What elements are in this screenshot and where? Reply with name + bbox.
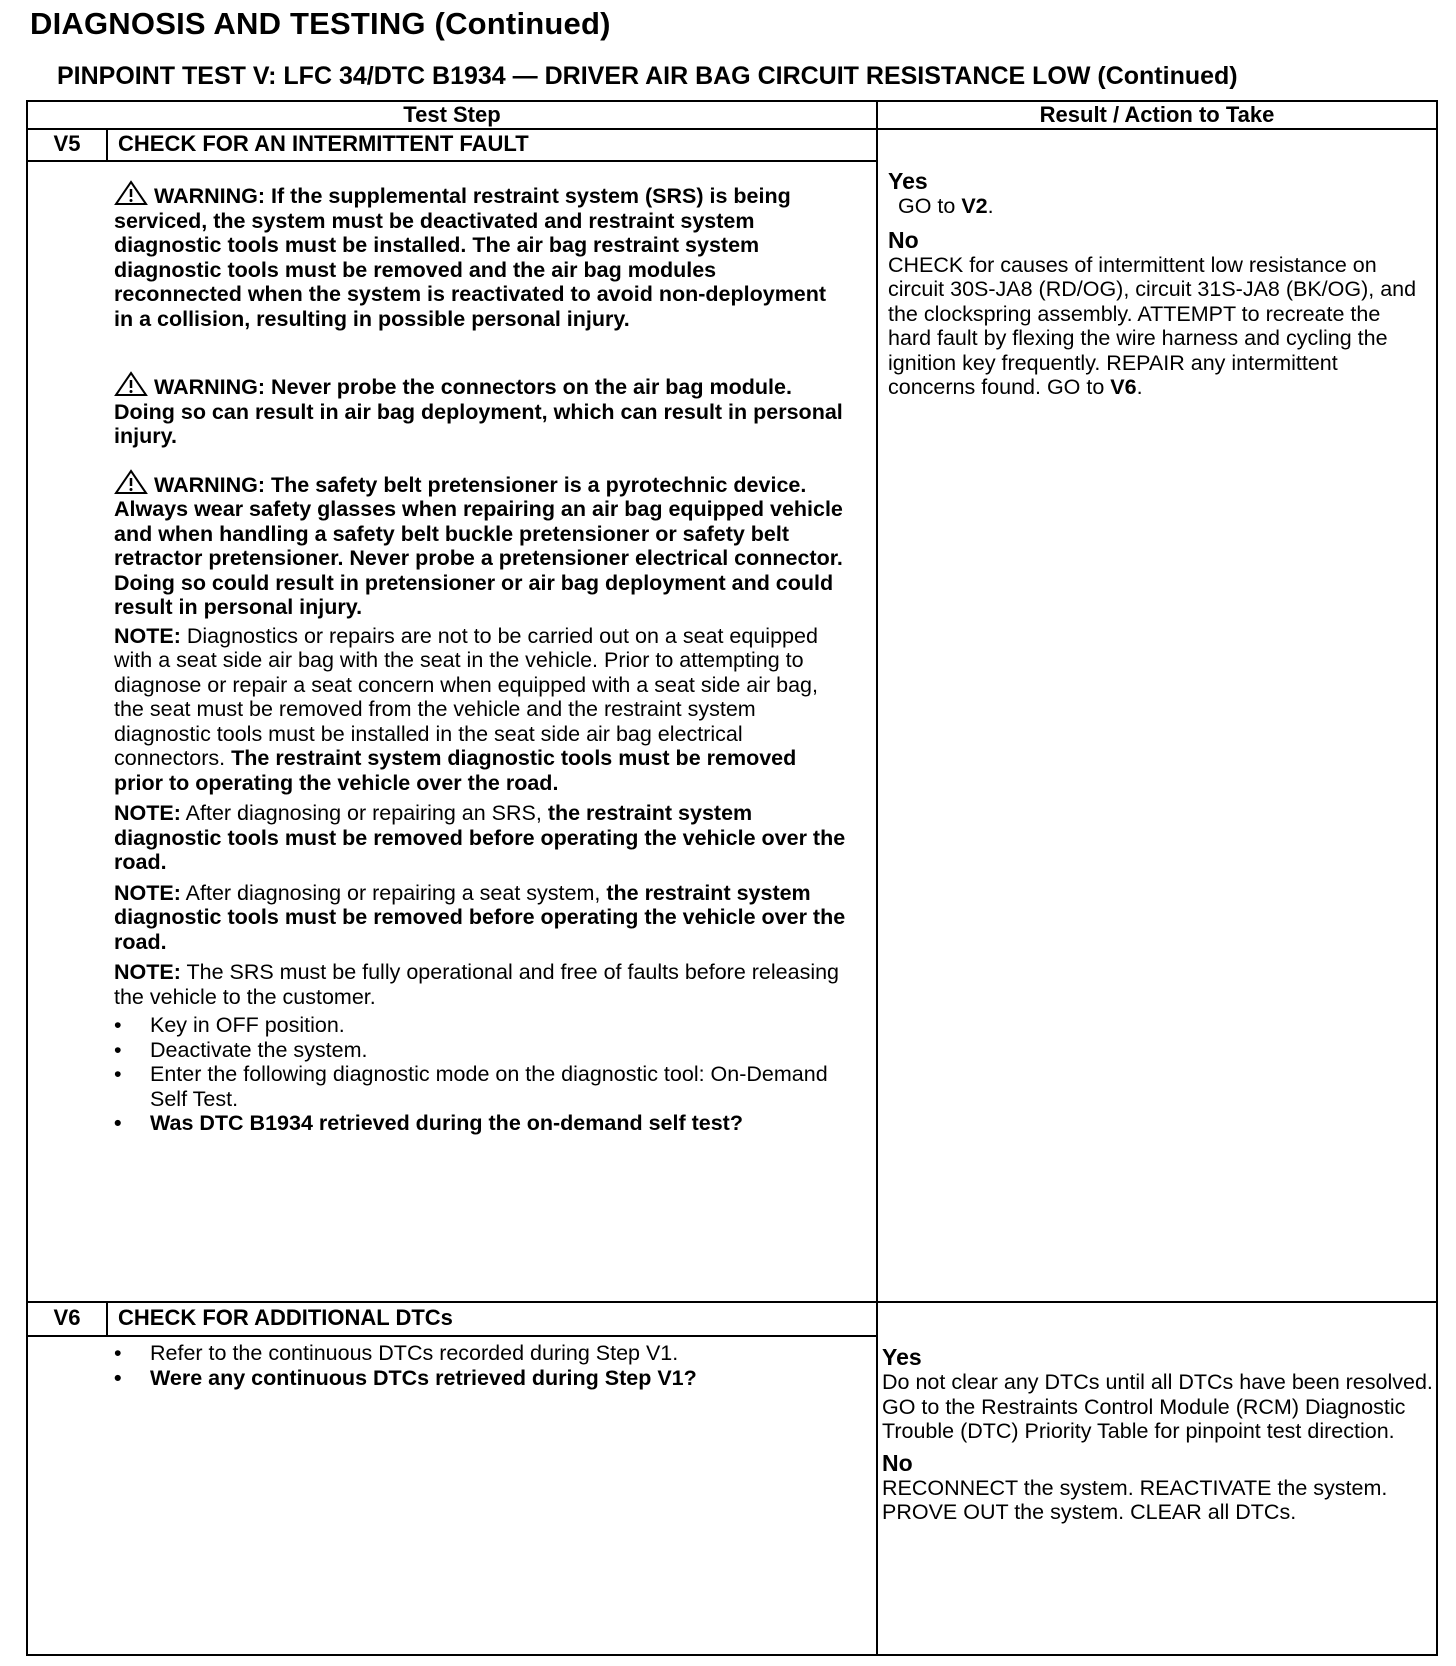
list-item: • Enter the following diagnostic mode on the diagnostic tool: On-Demand Self Test.	[114, 1062, 846, 1111]
note-1-label: NOTE:	[114, 623, 181, 648]
note-1-text: Diagnostics or repairs are not to be carried out on a seat equipped with a seat side air bag with the seat in the vehicle. Prior to attempting to diagnose or repair a seat concern when equipped with a seat side air bag, the seat must be removed from the vehicle and the restraint system diagnostic tools must be installed in the seat side air bag electrical connectors.	[114, 623, 818, 770]
note-4-text: The SRS must be fully operational and free of faults before releasing the vehicle to the customer.	[114, 960, 840, 1009]
note-1-bold: The restraint system diagnostic tools must be removed prior to operating the vehicle over the road.	[114, 746, 797, 795]
note-2-bold: the restraint system diagnostic tools must be removed before operating the vehicle over the road.	[114, 801, 846, 874]
v6-results	[882, 1344, 1434, 1525]
v6-body	[114, 1341, 854, 1390]
v5-no-action: CHECK for causes of intermittent low resistance on circuit 30S-JA8 (RD/OG), circuit 31S-JA8 (BK/OG), and the clockspring assembly. ATTEMPT to recreate the hard fault by flexing the wire harness and cycling the ignition key frequently. REPAIR any intermittent concerns found. GO to	[888, 252, 1417, 399]
v5-yes-action: GO to	[898, 194, 962, 218]
v5-yes-ref: V2	[961, 194, 988, 218]
note-2-text: After diagnosing or repairing an SRS,	[180, 801, 548, 825]
v6-bullet-list	[114, 1341, 854, 1390]
note-4-label: NOTE:	[114, 960, 181, 984]
note-3-label: NOTE:	[114, 880, 181, 905]
v5-no-text	[888, 253, 1428, 400]
v5-no-post: .	[1136, 375, 1143, 399]
v5-no-label: No	[888, 226, 919, 253]
list-item: • Key in OFF position.	[114, 1013, 846, 1038]
header-result: Result / Action to Take	[1039, 102, 1275, 127]
warning-triangle-icon	[114, 371, 148, 397]
test-table	[26, 100, 1438, 1656]
v5-body	[114, 180, 846, 1136]
v5-step-title: CHECK FOR AN INTERMITTENT FAULT	[118, 131, 529, 156]
warning-triangle-icon	[114, 469, 148, 495]
v5-no-ref: V6	[1110, 375, 1137, 399]
warning-3	[114, 469, 846, 620]
list-item: • Refer to the continuous DTCs recorded during Step V1.	[114, 1341, 854, 1366]
warning-2-text: WARNING: Never probe the connectors on the air bag module. Doing so can result in air bag deployment, which can result in personal injury.	[114, 375, 843, 448]
v6-no-label: No	[882, 1449, 913, 1476]
note-2	[114, 801, 846, 875]
v6-no-text: RECONNECT the system. REACTIVATE the system. PROVE OUT the system. CLEAR all DTCs.	[882, 1475, 1388, 1524]
v5-results	[888, 168, 1428, 400]
v6-question: • Were any continuous DTCs retrieved during Step V1?	[114, 1366, 854, 1391]
v5-question: • Was DTC B1934 retrieved during the on-demand self test?	[114, 1111, 846, 1136]
note-3-bold: the restraint system diagnostic tools must be removed before operating the vehicle over the road.	[114, 880, 846, 954]
v5-yes-text	[888, 194, 1428, 219]
pinpoint-test-title: PINPOINT TEST V: LFC 34/DTC B1934 — DRIVER AIR BAG CIRCUIT RESISTANCE LOW (Continued)	[57, 62, 1238, 90]
warning-3-text: WARNING: The safety belt pretensioner is a pyrotechnic device. Always wear safety glasses when repairing an air bag equipped vehicle and when handling a safety belt buckle pretensioner or safety belt retractor pretensioner. Never probe a pretensioner electrical connector. Doing so could result in pretensioner or air bag deployment and could result in personal injury.	[114, 472, 843, 619]
warning-triangle-icon	[114, 180, 148, 206]
warning-2	[114, 371, 846, 449]
warning-1-text: WARNING: If the supplemental restraint system (SRS) is being serviced, the system must be deactivated and restraint system diagnostic tools must be installed. The air bag restraint system diagnostic tools must be removed and the air bag modules reconnected when the system is reactivated to avoid non-deployment in a collision, resulting in possible personal injury.	[114, 184, 827, 331]
v5-step-id: V5	[53, 131, 81, 156]
note-2-label: NOTE:	[114, 801, 181, 825]
column-divider	[876, 102, 878, 1654]
v5-yes-label: Yes	[888, 168, 928, 194]
note-3-text: After diagnosing or repairing a seat system,	[180, 880, 607, 905]
header-test-step: Test Step	[403, 102, 501, 127]
v6-step-id: V6	[53, 1305, 81, 1330]
v6-step-title: CHECK FOR ADDITIONAL DTCs	[118, 1305, 453, 1330]
v6-yes-label: Yes	[882, 1344, 922, 1370]
note-3	[114, 881, 846, 955]
v5-yes-post: .	[987, 194, 994, 218]
list-item: • Deactivate the system.	[114, 1038, 846, 1063]
note-4	[114, 960, 846, 1009]
note-1	[114, 624, 846, 796]
v6-header-bottom	[28, 1335, 876, 1337]
document-title: DIAGNOSIS AND TESTING (Continued)	[30, 6, 611, 41]
v6-yes-text: Do not clear any DTCs until all DTCs have been resolved. GO to the Restraints Control Module (RCM) Diagnostic Trouble (DTC) Priority Table for pinpoint test direction.	[882, 1370, 1433, 1443]
v5-bullet-list	[114, 1013, 846, 1136]
warning-1	[114, 180, 846, 331]
